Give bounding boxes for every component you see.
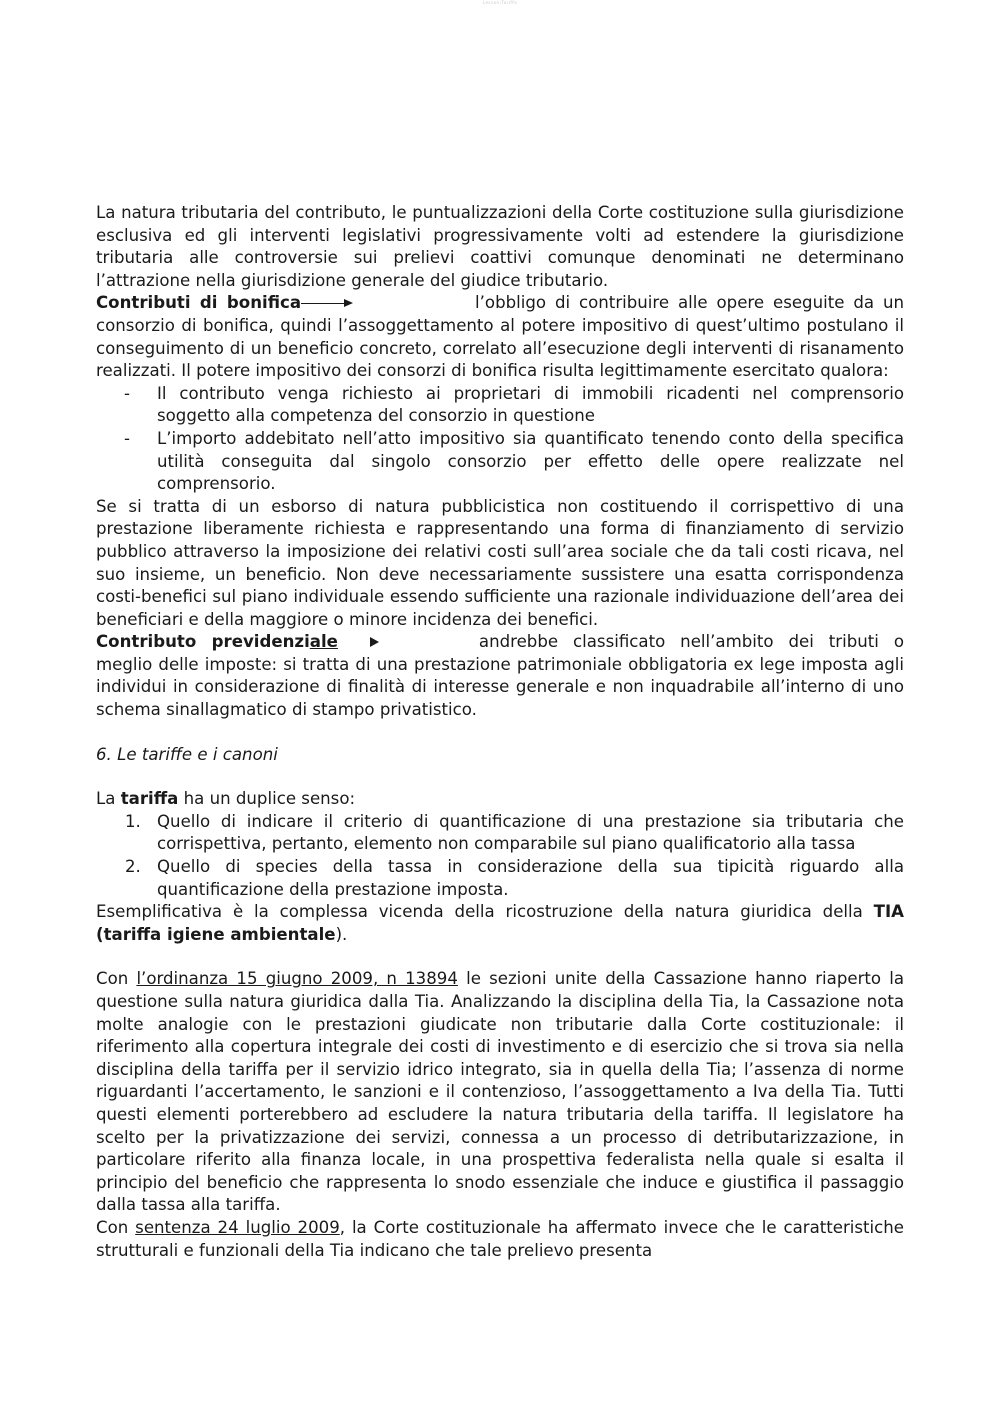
list-item: 1. Quello di indicare il criterio di quantificazione di una prestazione sia tributaria che corrispettiva, pertanto, elemento non comparabile sul piano qualificatorio alla tassa [125, 811, 904, 854]
paragraph-natura-pubblicistica: Se si tratta di un esborso di natura pubblicistica non costituendo il corrispettivo di una prestazione liberamente richiesta e rappresentando una forma di finanziamento di servizio pubblico attraverso la imposizione dei relativi costi sull’area sociale che da tali costi ricava, nel suo insieme, un beneficio. Non deve necessariamente sussistere una esatta corrispondenza costi-benefici sul piano individuale essendo sufficiente una razionale individuazione dell’area dei beneficiari e della maggiore o minore incidenza dei benefici. [96, 496, 904, 629]
arrow-right-icon [370, 637, 379, 647]
list-item: - L’importo addebitato nell’atto impositivo sia quantificato tenendo conto della specifica utilità conseguita dal singolo consorzio per effetto delle opere realizzate nel comprensorio. [124, 428, 904, 494]
document-body [96, 202, 904, 1262]
sentenza-reference: sentenza 24 luglio 2009 [135, 1217, 340, 1237]
paragraph-tia-example: Esemplificativa è la complessa vicenda della ricostruzione della natura giuridica della TIA (tariffa igiene ambientale). [96, 902, 904, 944]
paragraph-sentenza-corte: Con sentenza 24 luglio 2009, la Corte costituzionale ha affermato invece che le caratteristiche strutturali e funzionali della Tia indicano che tale prelievo presenta [96, 1217, 905, 1260]
page-watermark: Lesson:Tariffe [482, 0, 518, 5]
list-item: - Il contributo venga richiesto ai proprietari di immobili ricadenti nel comprensorio soggetto alla competenza del consorzio in questione [124, 383, 904, 426]
arrow-right-icon [301, 299, 353, 308]
ordinanza-reference: l’ordinanza 15 giugno 2009, n 13894 [136, 969, 458, 989]
dash-bullet: - [124, 428, 130, 448]
previdenziale-text: andrebbe classificato nell’ambito dei tributi o meglio delle imposte: si tratta di una prestazione patrimoniale obbligatoria ex lege imposta agli individui in considerazione di finalità di interesse generale e non inquadrabile all’interno di uno schema sinallagmatico di stampo privatistico. [96, 632, 904, 720]
paragraph-contributi-bonifica [96, 292, 904, 382]
heading-contributi-bonifica: Contributi di bonifica [96, 293, 302, 313]
paragraph-contributo-previdenziale [96, 631, 904, 721]
list-number: 2. [125, 857, 141, 877]
bonifica-conditions-list [96, 383, 904, 496]
list-item: 2. Quello di species della tassa in considerazione della sua tipicità riguardo alla quantificazione della prestazione imposta. [125, 857, 904, 899]
paragraph-natura-tributaria: La natura tributaria del contributo, le puntualizzazioni della Corte costituzione sulla giurisdizione esclusiva ed gli interventi legislativi progressivamente volti ad estendere la giurisdizione tributaria alle controversie sui prelievi coattivi comunque denominati ne determinano l’attrazione nella giurisdizione generale del giudice tributario. [96, 203, 904, 290]
heading-contributo-previdenziale: Contributo previdenziale [96, 632, 338, 652]
tia-term: TIA (tariffa igiene ambientale [96, 902, 904, 944]
dash-bullet: - [124, 383, 130, 403]
list-number: 1. [125, 811, 141, 831]
tariffa-meanings-list [96, 811, 904, 901]
bonifica-text: l’obbligo di contribuire alle opere eseguite da un consorzio di bonifica, quindi l’assoggettamento al potere impositivo di quest’ultimo postulano il conseguimento di un beneficio concreto, correlato all’esecuzione degli interventi di risanamento realizzati. Il potere impositivo dei consorzi di bonifica risulta legittimamente esercitato qualora: [96, 293, 904, 381]
paragraph-tariffa-intro: La tariffa ha un duplice senso: [96, 789, 356, 809]
paragraph-ordinanza-cassazione: Con l’ordinanza 15 giugno 2009, n 13894 le sezioni unite della Cassazione hanno riaperto la questione sulla natura giuridica dalla Tia. Analizzando la disciplina della Tia, la Cassazione nota molte analogie con le prestazioni giudicate non tributarie dalla Corte costituzionale: il riferimento alla copertura integrale dei costi di investimento e di esercizio che si trova sia nella disciplina della tariffa per il servizio idrico integrato, sia in quella della Tia; l’assenza di norme riguardanti l’accertamento, le sanzioni e il contenzioso, l’assoggettamento a Iva della Tia. Tutti questi elementi porterebbero ad escludere la natura tributaria della tariffa. Il legislatore ha scelto per la privatizzazione dei servizi, connessa a un processo di detributarizzazione, in particolare riferito alla finanza locale, in una prospettiva federalista nella quale si esalta il principio del beneficio che rappresenta lo snodo essenziale che induce e giustifica il passaggio dalla tassa alla tariffa. [96, 969, 905, 1215]
section-title: 6. Le tariffe e i canoni [96, 744, 278, 764]
